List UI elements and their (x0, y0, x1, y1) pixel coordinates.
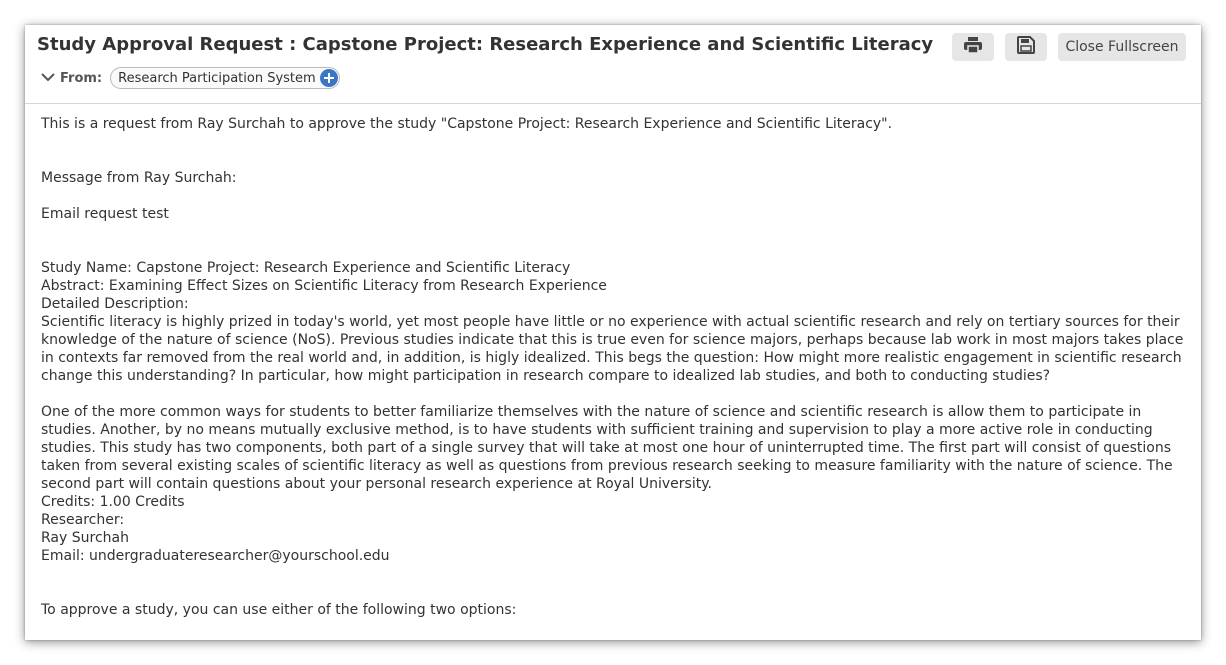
printer-icon (963, 36, 983, 58)
message-text: Email request test (41, 206, 169, 222)
study-name: Study Name: Capstone Project: Research Experience and Scientific Literacy (41, 260, 571, 276)
chevron-down-icon (41, 71, 60, 86)
floppy-disk-icon (1017, 36, 1035, 58)
from-toggle[interactable] (41, 71, 102, 86)
message-from-label: Message from Ray Surchah: (41, 170, 237, 186)
sender-pill[interactable] (110, 67, 340, 89)
save-button[interactable] (1005, 33, 1047, 61)
approve-instructions: To approve a study, you can use either of the following two options: (41, 602, 517, 618)
message-subject: Study Approval Request : Capstone Project: Research Experience and Scientific Literacy (37, 34, 934, 55)
print-button[interactable] (952, 33, 994, 61)
researcher-email: Email: undergraduateresearcher@yourschool.edu (41, 548, 390, 564)
description-paragraph-1: Scientific literacy is highly prized in today's world, yet most people have little or no experience with actual scientific research and rely on tertiary sources for their knowledge of the nature of science (NoS). Previous studies indicate that this is true even for science majors, perhaps because lab work in most majors takes place in contexts far removed from the real world and, in addition, is higly idealized. This begs the question: How might more realistic engagement in scientific research change this understanding? In particular, how might participation in research compare to idealized lab studies, and both to conducting studies? (41, 314, 1184, 384)
description-paragraph-2: One of the more common ways for students to better familiarize themselves with the nature of science and scientific research is allow them to participate in studies. Another, by no means mutually exclusive method, is to have students with sufficient training and supervision to play a more active role in conducting studies. This study has two components, both part of a single survey that will take at most one hour of uninterrupted time. The first part will consist of questions taken from several existing scales of scientific literacy as well as questions from previous research seeking to measure familiarity with the nature of science. The second part will contain questions about your personal research experience at Royal University. (41, 404, 1173, 492)
email-viewer-window (25, 25, 1201, 640)
detailed-description-label: Detailed Description: (41, 296, 189, 312)
message-header (25, 25, 1201, 104)
plus-circle-icon[interactable] (320, 69, 338, 87)
sender-name: Research Participation System (118, 70, 316, 86)
message-body (41, 115, 1191, 619)
from-row (41, 67, 340, 89)
study-abstract: Abstract: Examining Effect Sizes on Scientific Literacy from Research Experience (41, 278, 607, 294)
study-credits: Credits: 1.00 Credits (41, 494, 185, 510)
close-fullscreen-button[interactable]: Close Fullscreen (1058, 33, 1186, 61)
researcher-name: Ray Surchah (41, 530, 129, 546)
from-label: From: (60, 70, 103, 86)
researcher-label: Researcher: (41, 512, 125, 528)
intro-text: This is a request from Ray Surchah to approve the study "Capstone Project: Research Experience and Scientific Literacy". (41, 116, 893, 132)
